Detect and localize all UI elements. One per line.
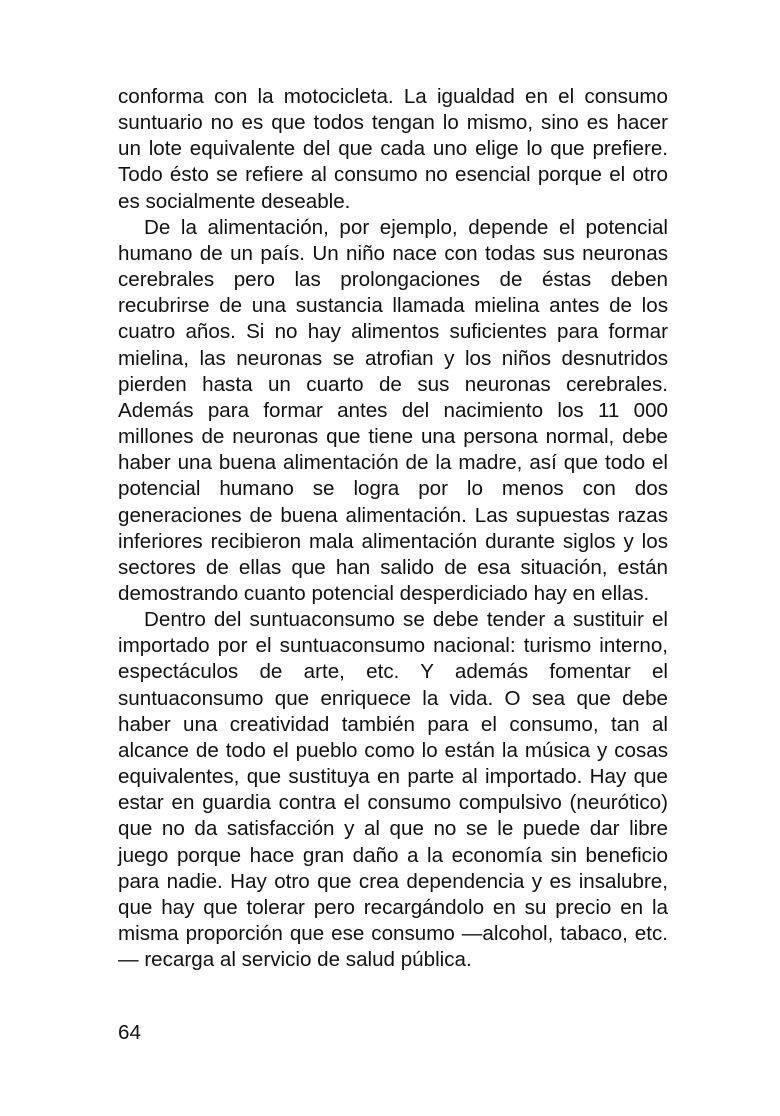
paragraph-alimentacion: De la alimentación, por ejemplo, depende el potencial humano de un país. Un niño nace con todas sus neuronas cerebrales pero las prolongaciones de éstas deben recubrirse de una sustancia llamada mielina antes de los cuatro años. Si no hay alimentos suficientes para formar mielina, las neuronas se atrofian y los niños desnutridos pierden hasta un cuarto de sus neuronas cerebrales. Además para formar antes del nacimiento los 11 000 millones de neuronas que tiene una persona normal, debe haber una buena alimentación de la madre, así que todo el potencial humano se logra por lo menos con dos generaciones de buena alimentación. Las supuestas razas inferiores recibieron mala alimentación durante siglos y los sectores de ellas que han salido de esa situación, están demostrando cuanto potencial desperdiciado hay en ellas. <box>118 215 668 605</box>
body-text <box>118 84 668 973</box>
paragraph-continuation: conforma con la motocicleta. La igualdad en el consumo suntuario no es que todos tengan lo mismo, sino es hacer un lote equivalente del que cada uno elige lo que prefiere. Todo ésto se refiere al consumo no esencial porque el otro es socialmente deseable. <box>118 85 668 213</box>
page-number: 64 <box>118 1021 141 1044</box>
paragraph-suntuaconsumo: Dentro del suntuaconsumo se debe tender a sustituir el importado por el suntuaconsumo nacional: turismo interno, espectáculos de arte, etc. Y además fomentar el suntuaconsumo que enriquece la vida. O sea que debe haber una creatividad también para el consumo, tan al alcance de todo el pueblo como lo están la música y cosas equivalentes, que sustituya en parte al importado. Hay que estar en guardia contra el consumo compulsivo (neurótico) que no da satisfacción y al que no se le puede dar libre juego porque hace gran daño a la economía sin beneficio para nadie. Hay otro que crea dependencia y es insalubre, que hay que tolerar pero recargándolo en su precio en la misma proporción que ese consumo —alcohol, tabaco, etc.— recarga al servicio de salud pública. <box>118 608 668 972</box>
